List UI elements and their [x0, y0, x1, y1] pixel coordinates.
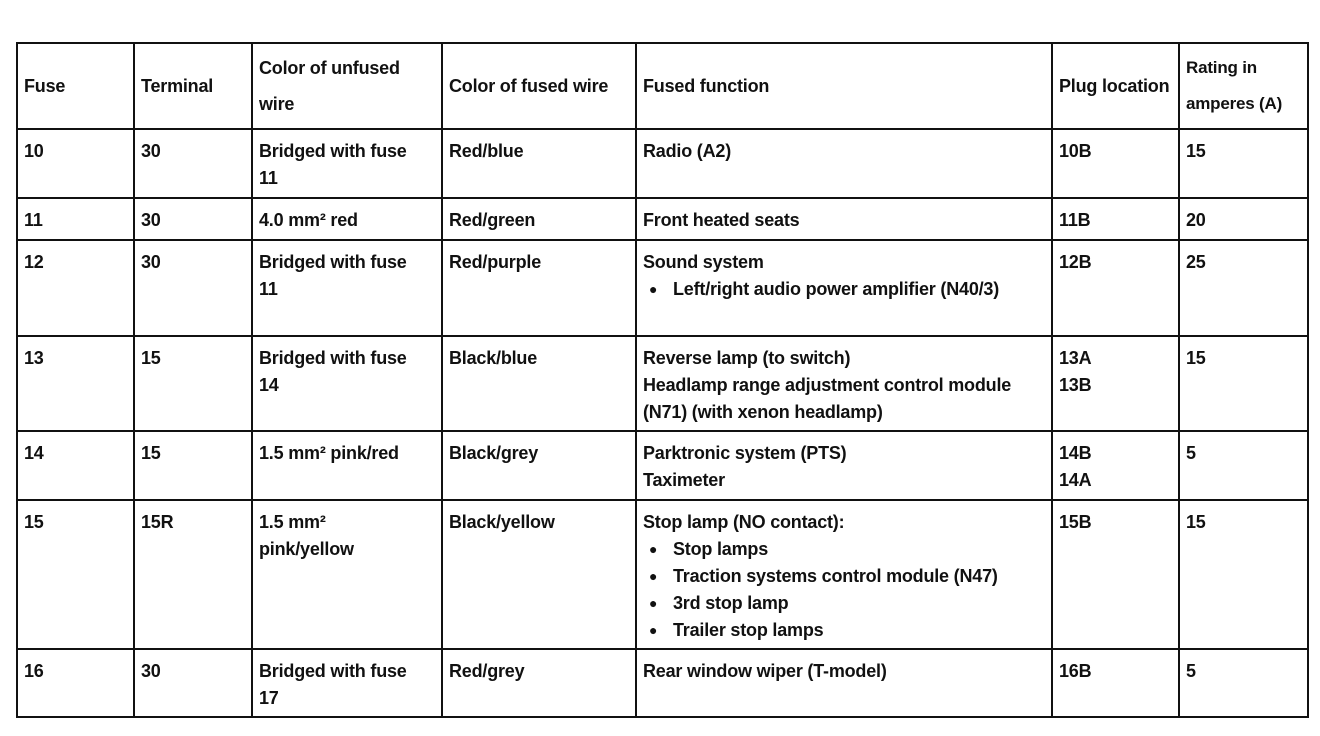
rating-cell: 5 [1179, 431, 1308, 500]
unfused-color-cell [252, 431, 442, 500]
fused-color-cell: Black/blue [442, 336, 636, 431]
plug-location-cell [1052, 500, 1179, 649]
plug-location-cell [1052, 198, 1179, 240]
function-bullet-list [643, 276, 1045, 303]
table-row [17, 129, 1308, 198]
terminal-cell: 30 [134, 240, 252, 336]
header-plug-location: Plug location [1052, 43, 1179, 129]
function-line: Parktronic system (PTS) [643, 443, 847, 463]
header-rating-line1: Rating in [1186, 58, 1257, 77]
header-unfused-color-line1: Color of unfused [259, 58, 400, 78]
plug-location-cell [1052, 649, 1179, 717]
fuse-cell: 10 [17, 129, 134, 198]
function-bullet-item: ● Left/right audio power amplifier (N40/3) [643, 276, 1045, 303]
plug-location-cell [1052, 240, 1179, 336]
rating-cell: 15 [1179, 336, 1308, 431]
header-terminal: Terminal [134, 43, 252, 129]
unfused-color-line: 17 [259, 688, 279, 708]
function-cell [636, 431, 1052, 500]
function-cell [636, 198, 1052, 240]
function-line: Radio (A2) [643, 141, 732, 161]
unfused-color-line: 4.0 mm² red [259, 210, 358, 230]
plug-location-line: 16B [1059, 661, 1092, 681]
fused-color-cell: Black/grey [442, 431, 636, 500]
fuse-cell: 14 [17, 431, 134, 500]
fused-color-cell: Red/purple [442, 240, 636, 336]
plug-location-line: 15B [1059, 512, 1092, 532]
unfused-color-line: 1.5 mm² pink/red [259, 443, 399, 463]
unfused-color-line: 14 [259, 375, 279, 395]
plug-location-cell [1052, 336, 1179, 431]
table-row [17, 649, 1308, 717]
unfused-color-line: 11 [259, 279, 278, 299]
header-rating-line2: amperes (A) [1186, 94, 1283, 113]
table-row [17, 336, 1308, 431]
function-bullet-item: ● 3rd stop lamp [643, 590, 1045, 617]
table-body [17, 129, 1308, 717]
fuse-cell: 11 [17, 198, 134, 240]
fused-color-cell: Red/grey [442, 649, 636, 717]
unfused-color-line: Bridged with fuse [259, 141, 407, 161]
unfused-color-cell [252, 198, 442, 240]
function-cell [636, 649, 1052, 717]
fuse-cell: 13 [17, 336, 134, 431]
function-line: Headlamp range adjustment control module (N71) (with xenon headlamp) [643, 375, 1012, 422]
terminal-cell: 30 [134, 198, 252, 240]
function-line: Front heated seats [643, 210, 800, 230]
fused-color-cell: Red/green [442, 198, 636, 240]
function-bullet-item: ● Stop lamps [643, 536, 1045, 563]
header-function: Fused function [636, 43, 1052, 129]
function-line: Reverse lamp (to switch) [643, 348, 851, 368]
unfused-color-line: 11 [259, 168, 278, 188]
rating-cell: 20 [1179, 198, 1308, 240]
rating-cell: 15 [1179, 500, 1308, 649]
table-row [17, 500, 1308, 649]
fuse-cell: 12 [17, 240, 134, 336]
unfused-color-line: Bridged with fuse [259, 252, 407, 272]
header-unfused-color [252, 43, 442, 129]
plug-location-cell [1052, 431, 1179, 500]
unfused-color-line: pink/yellow [259, 539, 354, 559]
header-unfused-color-line2: wire [259, 94, 295, 114]
unfused-color-cell [252, 240, 442, 336]
function-cell [636, 240, 1052, 336]
table-row [17, 240, 1308, 336]
plug-location-line: 11B [1059, 210, 1091, 230]
function-line: Stop lamp (NO contact): [643, 512, 845, 532]
unfused-color-line: 1.5 mm² [259, 512, 326, 532]
function-line: Taximeter [643, 470, 725, 490]
rating-cell: 15 [1179, 129, 1308, 198]
terminal-cell: 15 [134, 336, 252, 431]
function-cell [636, 500, 1052, 649]
unfused-color-cell [252, 336, 442, 431]
function-cell [636, 129, 1052, 198]
plug-location-line: 13A [1059, 348, 1092, 368]
header-fuse: Fuse [17, 43, 134, 129]
unfused-color-cell [252, 500, 442, 649]
fuse-cell: 16 [17, 649, 134, 717]
plug-location-line: 14A [1059, 470, 1092, 490]
fused-color-cell: Red/blue [442, 129, 636, 198]
rating-cell: 5 [1179, 649, 1308, 717]
function-bullet-list [643, 536, 1045, 644]
table-header [17, 43, 1308, 129]
plug-location-line: 14B [1059, 443, 1092, 463]
terminal-cell: 30 [134, 129, 252, 198]
terminal-cell: 15R [134, 500, 252, 649]
plug-location-line: 12B [1059, 252, 1092, 272]
table-row [17, 431, 1308, 500]
unfused-color-cell [252, 129, 442, 198]
fused-color-cell: Black/yellow [442, 500, 636, 649]
fuse-cell: 15 [17, 500, 134, 649]
function-cell [636, 336, 1052, 431]
unfused-color-line: Bridged with fuse [259, 661, 407, 681]
header-rating [1179, 43, 1308, 129]
function-bullet-item: ● Traction systems control module (N47) [643, 563, 1045, 590]
table-row [17, 198, 1308, 240]
function-line: Sound system [643, 252, 764, 272]
terminal-cell: 15 [134, 431, 252, 500]
terminal-cell: 30 [134, 649, 252, 717]
function-line: Rear window wiper (T-model) [643, 661, 887, 681]
function-bullet-item: ● Trailer stop lamps [643, 617, 1045, 644]
plug-location-line: 10B [1059, 141, 1092, 161]
rating-cell: 25 [1179, 240, 1308, 336]
plug-location-cell [1052, 129, 1179, 198]
plug-location-line: 13B [1059, 375, 1092, 395]
header-fused-color: Color of fused wire [442, 43, 636, 129]
fuse-table [16, 42, 1309, 718]
unfused-color-line: Bridged with fuse [259, 348, 407, 368]
unfused-color-cell [252, 649, 442, 717]
